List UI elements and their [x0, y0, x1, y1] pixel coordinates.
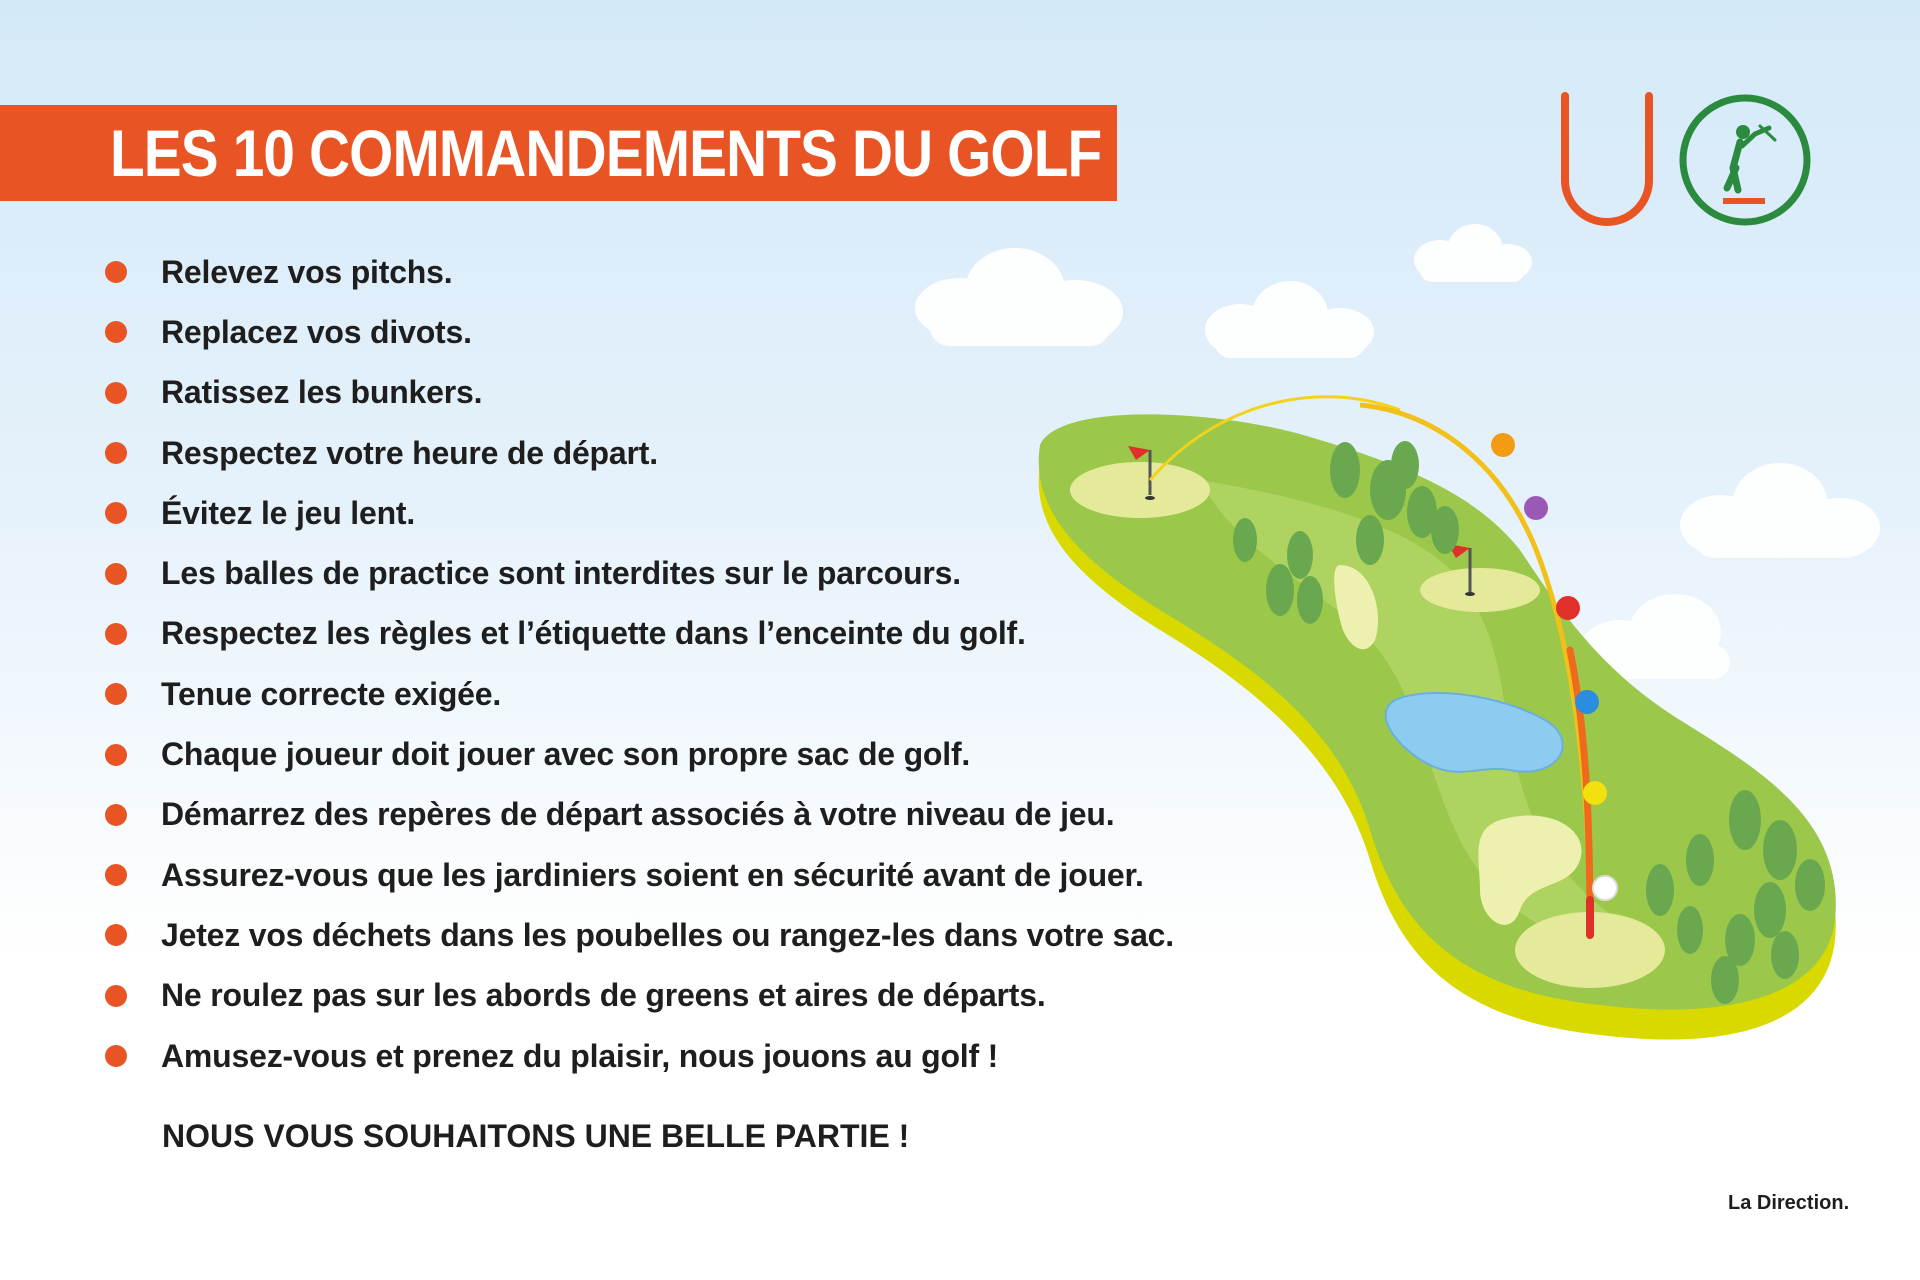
green-area: [1070, 462, 1210, 518]
green-area: [1420, 568, 1540, 612]
rule-text: Assurez-vous que les jardiniers soient en sécurité avant de jouer.: [161, 856, 1144, 893]
bullet-icon: [105, 924, 127, 946]
golfer-icon: [1727, 125, 1775, 190]
bullet-icon: [105, 623, 127, 645]
cloud-icon: [915, 248, 1123, 346]
marker-ball-icon: [1583, 781, 1607, 805]
rule-text: Ratissez les bunkers.: [161, 374, 483, 411]
rule-text: Tenue correcte exigée.: [161, 675, 502, 712]
bullet-icon: [105, 683, 127, 705]
bullet-icon: [105, 864, 127, 886]
bullet-icon: [105, 321, 127, 343]
bullet-icon: [105, 382, 127, 404]
bullet-icon: [105, 1045, 127, 1067]
marker-ball-icon: [1575, 690, 1599, 714]
bullet-icon: [105, 985, 127, 1007]
logo-tee-bar: [1723, 198, 1765, 204]
bullet-icon: [105, 261, 127, 283]
marker-ball-icon: [1556, 596, 1580, 620]
golf-course-illustration: [900, 220, 1900, 1080]
rule-text: Démarrez des repères de départ associés à votre niveau de jeu.: [161, 796, 1115, 833]
rule-text: Ne roulez pas sur les abords de greens et aires de départs.: [161, 977, 1046, 1014]
bullet-icon: [105, 563, 127, 585]
bullet-icon: [105, 804, 127, 826]
rule-text: Relevez vos pitchs.: [161, 253, 453, 290]
rule-text: Évitez le jeu lent.: [161, 494, 416, 531]
rule-text: Les balles de practice sont interdites sur le parcours.: [161, 555, 961, 592]
club-logo: [1555, 88, 1815, 236]
cloud-icon: [1205, 281, 1374, 358]
rule-text: Amusez-vous et prenez du plaisir, nous jouons au golf !: [161, 1037, 999, 1074]
page-title: LES 10 COMMANDEMENTS DU GOLF: [110, 116, 1102, 190]
marker-ball-icon: [1491, 433, 1515, 457]
cloud-icon: [1414, 224, 1532, 282]
rule-text: Respectez les règles et l’étiquette dans l’enceinte du golf.: [161, 615, 1026, 652]
bullet-icon: [105, 744, 127, 766]
logo-letter-u: [1565, 96, 1649, 222]
cloud-icon: [1680, 463, 1880, 558]
rule-text: Replacez vos divots.: [161, 313, 472, 350]
bullet-icon: [105, 442, 127, 464]
title-banner: [0, 105, 1117, 201]
signature: La Direction.: [1728, 1192, 1850, 1214]
rule-text: Chaque joueur doit jouer avec son propre sac de golf.: [161, 736, 971, 773]
marker-ball-icon: [1593, 876, 1617, 900]
bullet-icon: [105, 502, 127, 524]
closing-message: NOUS VOUS SOUHAITONS UNE BELLE PARTIE !: [162, 1118, 910, 1154]
rule-text: Respectez votre heure de départ.: [161, 434, 658, 471]
rule-text: Jetez vos déchets dans les poubelles ou rangez-les dans votre sac.: [161, 916, 1174, 953]
marker-ball-icon: [1524, 496, 1548, 520]
